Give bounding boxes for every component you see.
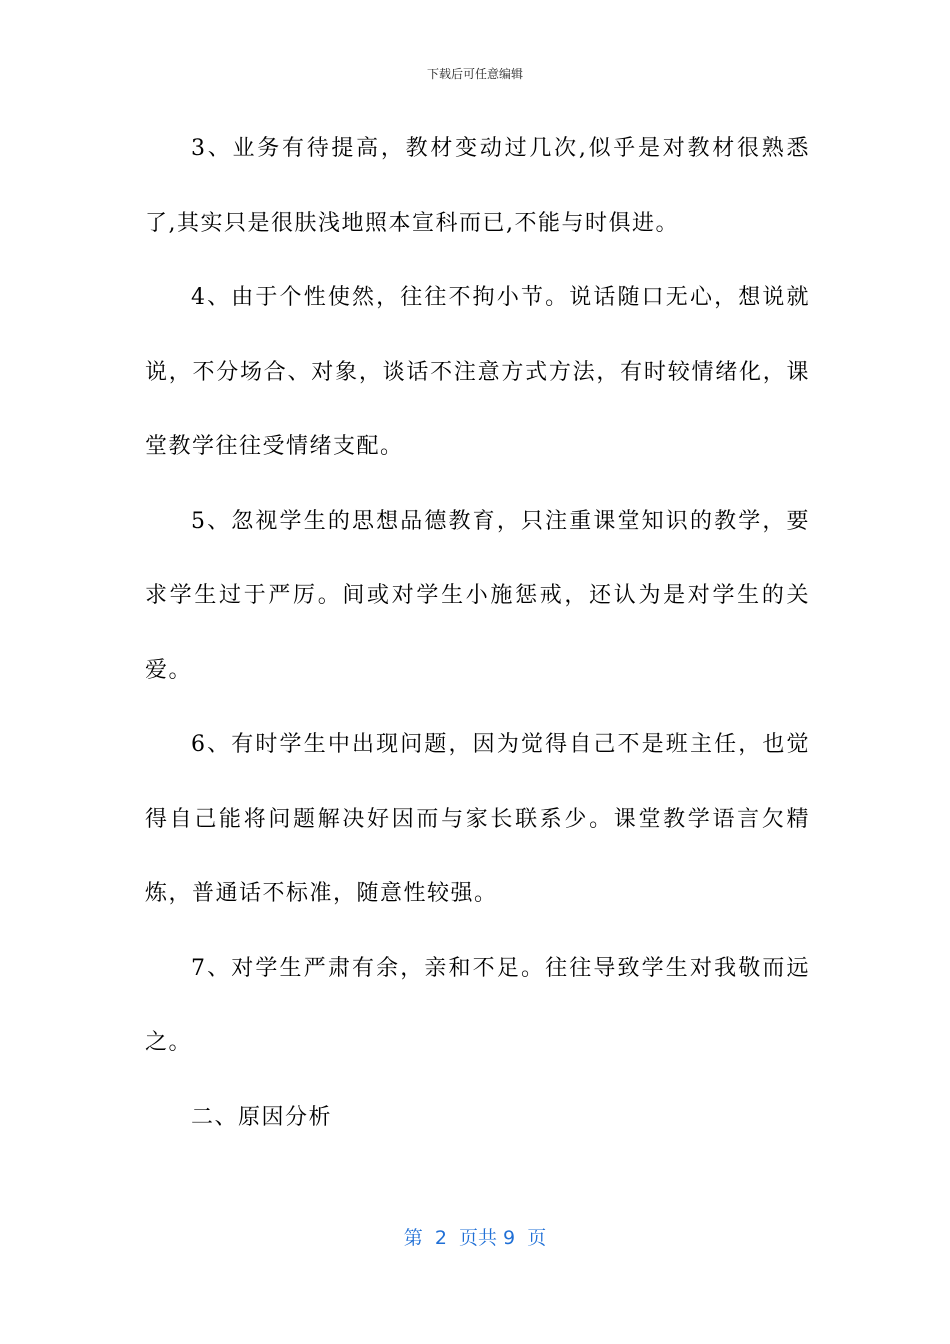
paragraph-3: 3、业务有待提高，教材变动过几次,似乎是对教材很熟悉了,其实只是很肤浅地照本宣科而已,不能与时俱进。	[145, 136, 810, 236]
page-header: 下载后可任意编辑	[426, 67, 523, 81]
paragraph-6: 6、有时学生中出现问题，因为觉得自己不是班主任，也觉得自己能将问题解决好因而与家长联系少。课堂教学语言欠精炼，普通话不标准，随意性较强。	[145, 732, 810, 906]
document-body	[145, 112, 810, 1155]
section-heading-cause-analysis: 二、原因分析	[191, 1104, 333, 1130]
paragraph-4: 4、由于个性使然，往往不拘小节。说话随口无心，想说就说，不分场合、对象，谈话不注意方式方法，有时较情绪化，课堂教学往往受情绪支配。	[145, 285, 810, 459]
paragraph-7: 7、对学生严肃有余，亲和不足。往往导致学生对我敬而远之。	[145, 955, 810, 1055]
paragraph-5: 5、忽视学生的思想品德教育，只注重课堂知识的教学，要求学生过于严厉。间或对学生小施惩戒，还认为是对学生的关爱。	[145, 508, 810, 683]
page-footer: 第 2 页共 9 页	[403, 1227, 547, 1249]
